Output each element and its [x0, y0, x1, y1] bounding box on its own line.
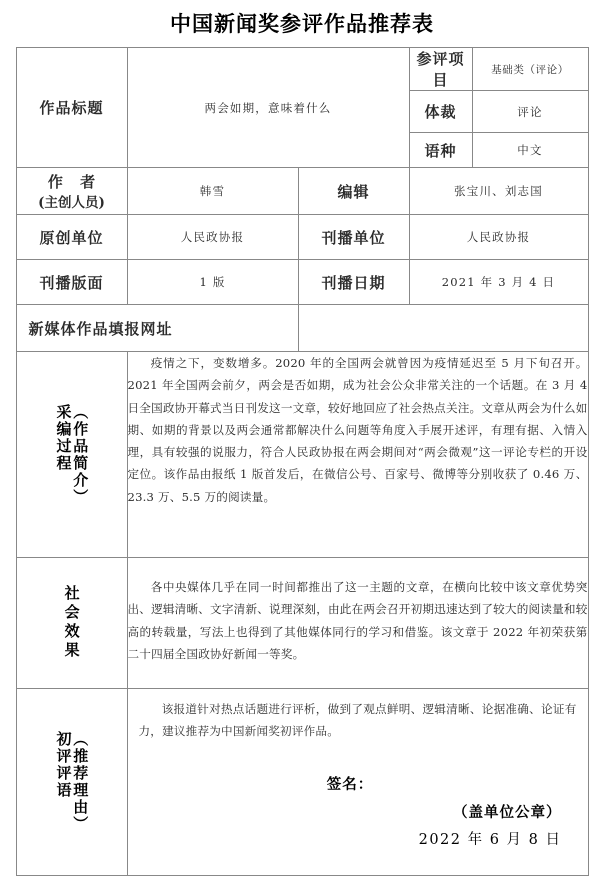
genre-label: 体裁 [409, 91, 472, 133]
process-label-left-column: 采编过程 [54, 403, 73, 472]
process-label-right-column [72, 404, 89, 506]
recommendation-label-right-text: 推荐理由 [71, 748, 90, 816]
new-media-url-label: 新媒体作品填报网址 [16, 305, 298, 352]
category-value: 基础类（评论） [472, 48, 588, 91]
table-row-new-media-url [16, 305, 588, 352]
recommendation-label [16, 689, 127, 876]
page-title: 中国新闻奖参评作品推荐表 [170, 11, 434, 36]
author-value: 韩雪 [127, 168, 298, 215]
signature-date: 2022 年 6 月 8 日 [418, 831, 562, 848]
recommendation-label-left-column: 初评评语 [54, 731, 73, 799]
signature-label[interactable]: 签名： [326, 775, 374, 793]
process-label [16, 352, 127, 558]
publish-unit-label: 刊播单位 [298, 215, 409, 260]
recommendation-label-right-column [72, 731, 89, 833]
table-row-process [16, 352, 588, 558]
signature-block [128, 773, 588, 855]
official-seal-note: （盖单位公章） [453, 803, 562, 821]
category-label: 参评项目 [409, 48, 472, 91]
publish-page-label: 刊播版面 [16, 260, 127, 305]
editor-value: 张宝川、刘志国 [409, 168, 588, 215]
process-label-right-text: 作品简介 [71, 420, 90, 489]
publish-page-value: 1 版 [127, 260, 298, 305]
recommendation-label-close-paren: ） [71, 816, 90, 833]
recommendation-label-columns [17, 731, 127, 833]
author-label-text: 作 者 [47, 173, 102, 191]
publish-date-label: 刊播日期 [298, 260, 409, 305]
process-label-close-paren: ） [71, 488, 90, 506]
new-media-url-value[interactable] [298, 305, 588, 352]
language-value: 中文 [472, 133, 588, 168]
author-label [16, 168, 127, 215]
work-title-label: 作品标题 [16, 48, 127, 168]
recommendation-content-cell [127, 689, 588, 876]
recommendation-label-open-paren: （ [71, 731, 90, 748]
table-row-author-editor [16, 168, 588, 215]
table-row-page-date [16, 260, 588, 305]
origin-unit-label: 原创单位 [16, 215, 127, 260]
effect-label-text: 社会效果 [62, 585, 81, 661]
recommendation-form-table [16, 47, 589, 876]
process-label-open-paren: （ [71, 403, 90, 421]
work-title-value: 两会如期，意味着什么 [127, 48, 409, 168]
publish-date-value: 2021 年 3 月 4 日 [409, 260, 588, 305]
table-row-effect [16, 558, 588, 689]
publish-unit-value: 人民政协报 [409, 215, 588, 260]
recommendation-text: 该报道针对热点话题进行评析，做到了观点鲜明、逻辑清晰、论据准确、论证有力，建议推荐为中国新闻奖初评作品。 [138, 702, 577, 739]
author-sublabel-text: (主创人员) [38, 195, 105, 211]
editor-label: 编辑 [298, 168, 409, 215]
effect-text: 各中央媒体几乎在同一时间都推出了这一主题的文章，在横向比较中该文章优势突出、逻辑清晰、文字清新、说理深刻，由此在两会召开初期迅速达到了较大的阅读量和较高的转载量，写法上也得到了其他媒体同行的学习和借鉴。该文章于 2022 年初荣获第二十四届全国政协好新闻一等奖。 [127, 558, 588, 689]
table-row-work-title-category [16, 48, 588, 91]
effect-label [16, 558, 127, 689]
table-row-units [16, 215, 588, 260]
origin-unit-value: 人民政协报 [127, 215, 298, 260]
process-text: 疫情之下，变数增多。2020 年的全国两会就曾因为疫情延迟至 5 月下旬召开。2021 年全国两会前夕，两会是否如期，成为社会公众非常关注的一个话题。在 3 月 4 日全国政协开幕式当日刊发这一文章，较好地回应了社会热点关注。文章从两会为什么如期、如期的背景以及两会通常都解决什么问题等角度入手展开述评，有理有据、入情入理，具有较强的说服力，符合人民政协报在两会期间对“两会微观”这一评论专栏的开设定位。该作品由报纸 1 版首发后，在微信公号、百家号、微博等分别收获了 0.46 万、23.3 万、5.5 万的阅读量。 [127, 352, 588, 558]
table-row-recommendation [16, 689, 588, 876]
process-label-columns [17, 404, 127, 506]
language-label: 语种 [409, 133, 472, 168]
genre-value: 评论 [472, 91, 588, 133]
